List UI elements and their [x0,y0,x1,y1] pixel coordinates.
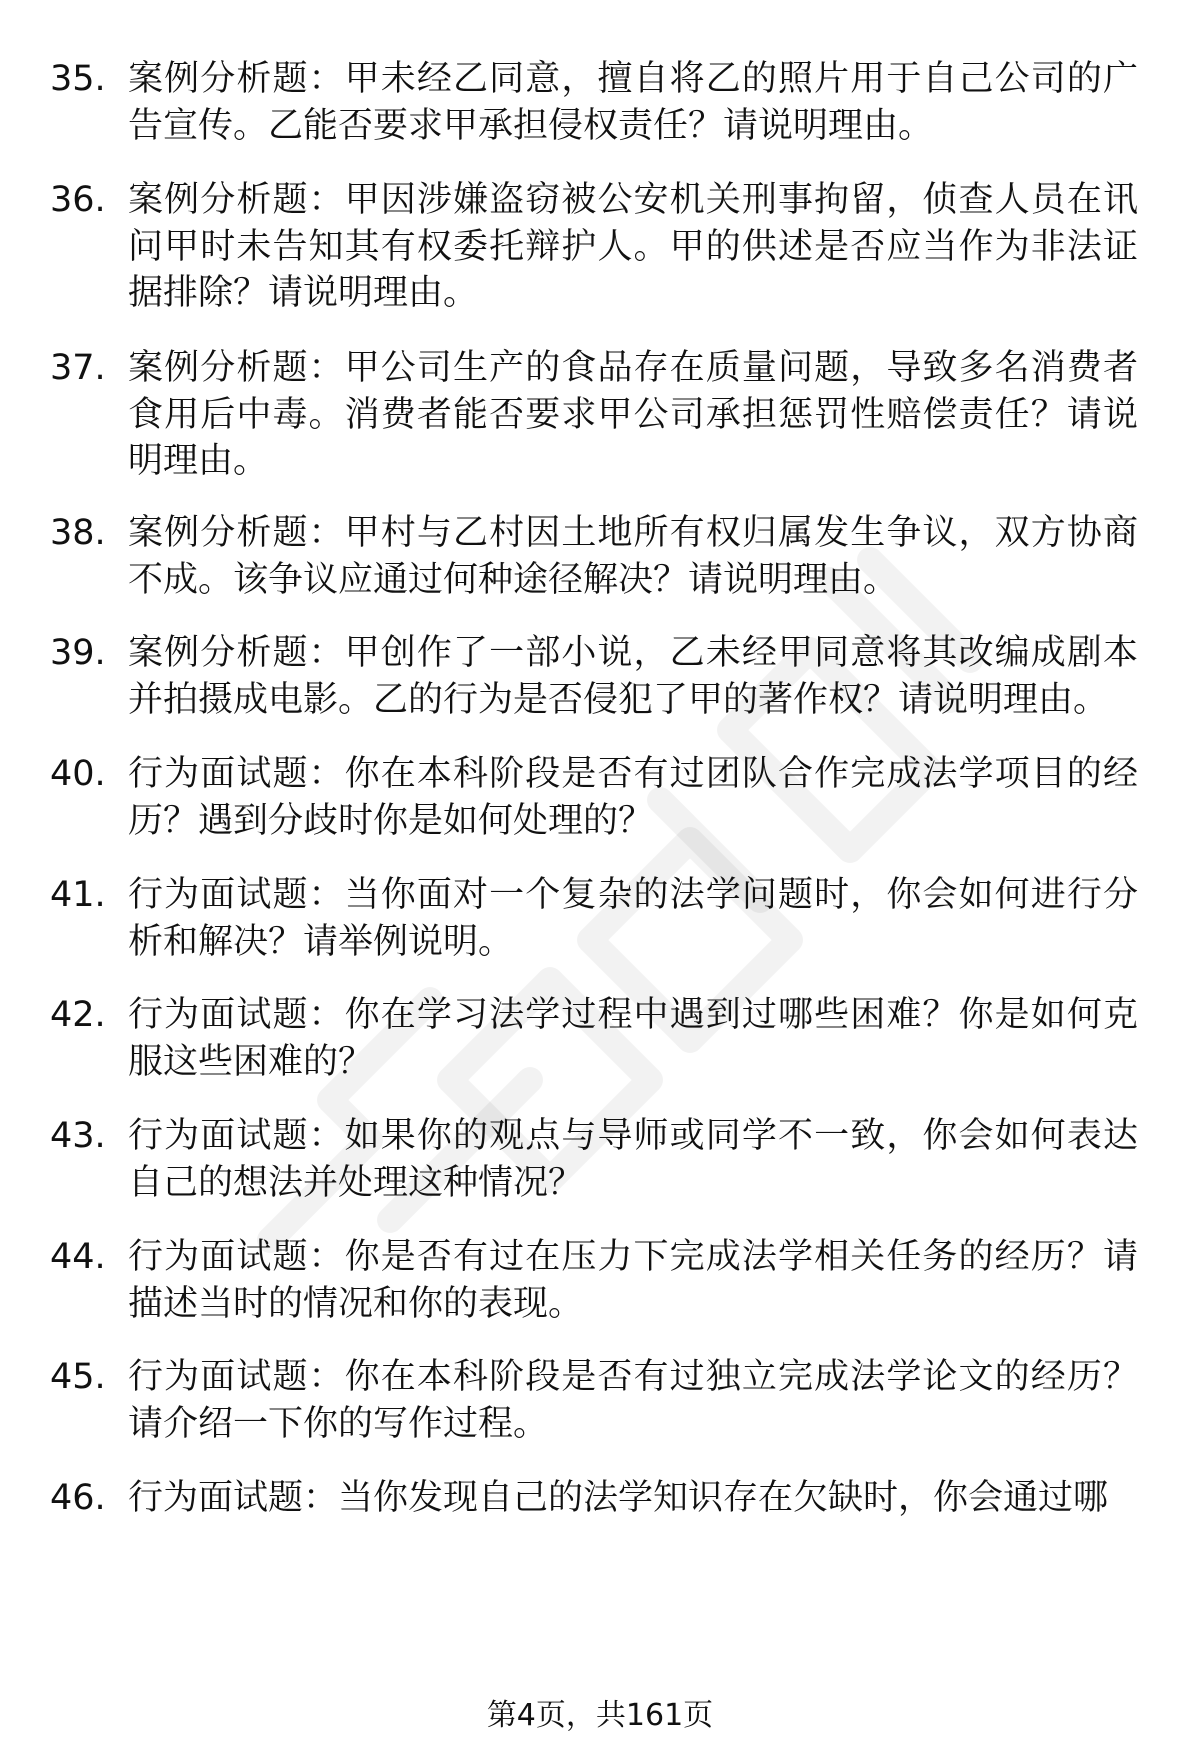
question-number: 43. [50,1116,106,1156]
question-text: 案例分析题：甲村与乙村因土地所有权归属发生争议，双方协商不成。该争议应通过何种途径解决？请说明理由。 [128,513,1138,600]
question-text: 案例分析题：甲未经乙同意，擅自将乙的照片用于自己公司的广告宣传。乙能否要求甲承担侵权责任？请说明理由。 [128,59,1138,146]
question-number: 42. [50,995,106,1035]
question-number: 45. [50,1357,106,1397]
question-text: 行为面试题：你是否有过在压力下完成法学相关任务的经历？请描述当时的情况和你的表现。 [128,1237,1138,1324]
question-text: 案例分析题：甲因涉嫌盗窃被公安机关刑事拘留，侦查人员在讯问甲时未告知其有权委托辩护人。甲的供述是否应当作为非法证据排除？请说明理由。 [128,180,1138,313]
question-text: 行为面试题：你在本科阶段是否有过独立完成法学论文的经历？请介绍一下你的写作过程。 [128,1357,1138,1444]
question-text: 行为面试题：当你发现自己的法学知识存在欠缺时，你会通过哪 [128,1478,1109,1518]
question-text: 行为面试题：当你面对一个复杂的法学问题时，你会如何进行分析和解决？请举例说明。 [128,875,1138,962]
question-number: 39. [50,633,106,673]
question-number: 37. [50,348,106,388]
question-number: 36. [50,180,106,220]
question-text: 案例分析题：甲创作了一部小说，乙未经甲同意将其改编成剧本并拍摄成电影。乙的行为是否侵犯了甲的著作权？请说明理由。 [128,633,1138,720]
question-text: 案例分析题：甲公司生产的食品存在质量问题，导致多名消费者食用后中毒。消费者能否要求甲公司承担惩罚性赔偿责任？请说明理由。 [128,348,1138,481]
question-number: 44. [50,1237,106,1277]
question-number: 38. [50,513,106,553]
question-text: 行为面试题：你在学习法学过程中遇到过哪些困难？你是如何克服这些困难的？ [128,995,1138,1082]
question-number: 35. [50,59,106,99]
question-text: 行为面试题：你在本科阶段是否有过团队合作完成法学项目的经历？遇到分歧时你是如何处理的？ [128,754,1138,841]
question-number: 46. [50,1478,106,1518]
question-number: 40. [50,754,106,794]
question-number: 41. [50,875,106,915]
page-footer: 第4页，共161页 [486,1698,714,1733]
question-text: 行为面试题：如果你的观点与导师或同学不一致，你会如何表达自己的想法并处理这种情况？ [128,1116,1138,1203]
